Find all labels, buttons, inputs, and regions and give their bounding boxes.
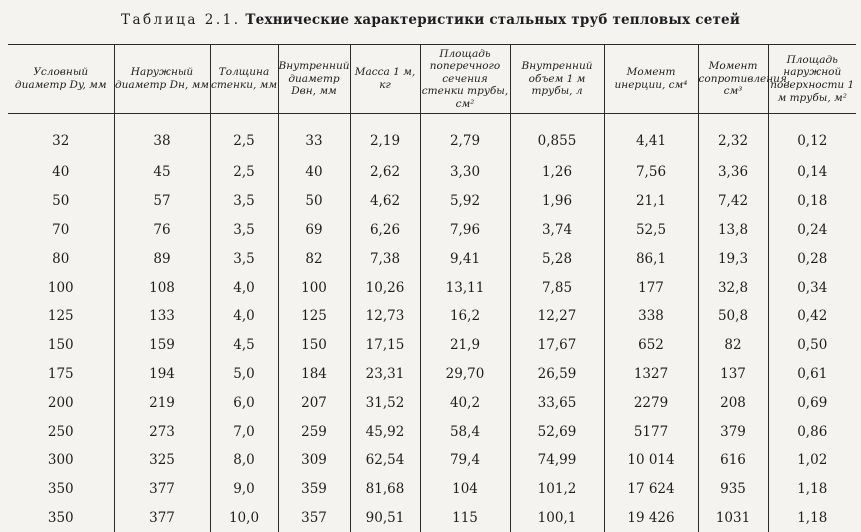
table-cell: 45,92 xyxy=(350,417,420,446)
table-cell: 4,0 xyxy=(210,273,278,302)
table-cell: 137 xyxy=(698,360,768,389)
table-row xyxy=(8,331,856,360)
table-cell: 7,0 xyxy=(210,417,278,446)
table-row xyxy=(8,158,856,187)
table-row xyxy=(8,417,856,446)
table-cell: 7,42 xyxy=(698,187,768,216)
table-cell: 62,54 xyxy=(350,446,420,475)
table-cell: 6,26 xyxy=(350,216,420,245)
table-cell: 0,61 xyxy=(768,360,856,389)
column-header: Момент инерции, см⁴ xyxy=(604,45,698,114)
table-cell: 13,11 xyxy=(420,273,510,302)
table-cell: 33 xyxy=(278,114,350,159)
table-cell: 350 xyxy=(8,504,114,532)
table-cell: 1,18 xyxy=(768,475,856,504)
table-cell: 108 xyxy=(114,273,210,302)
table-cell: 273 xyxy=(114,417,210,446)
table-cell: 377 xyxy=(114,475,210,504)
table-cell: 207 xyxy=(278,388,350,417)
table-row xyxy=(8,244,856,273)
table-cell: 325 xyxy=(114,446,210,475)
table-cell: 2,62 xyxy=(350,158,420,187)
table-cell: 100 xyxy=(8,273,114,302)
column-header: Внутренний объем 1 м трубы, л xyxy=(510,45,604,114)
table-cell: 81,68 xyxy=(350,475,420,504)
table-cell: 2,19 xyxy=(350,114,420,159)
table-cell: 10,0 xyxy=(210,504,278,532)
table-row xyxy=(8,504,856,532)
table-cell: 32 xyxy=(8,114,114,159)
table-row xyxy=(8,302,856,331)
column-header: Внутренний диаметр Dвн, мм xyxy=(278,45,350,114)
table-cell: 104 xyxy=(420,475,510,504)
column-header: Площадь поперечного сечения стенки трубы, см² xyxy=(420,45,510,114)
column-header: Толщина стенки, мм xyxy=(210,45,278,114)
table-cell: 0,28 xyxy=(768,244,856,273)
table-cell: 250 xyxy=(8,417,114,446)
table-cell: 19,3 xyxy=(698,244,768,273)
table-cell: 1031 xyxy=(698,504,768,532)
table-cell: 338 xyxy=(604,302,698,331)
table-cell: 177 xyxy=(604,273,698,302)
table-cell: 0,34 xyxy=(768,273,856,302)
table-cell: 40,2 xyxy=(420,388,510,417)
table-cell: 80 xyxy=(8,244,114,273)
table-cell: 133 xyxy=(114,302,210,331)
table-cell: 17,67 xyxy=(510,331,604,360)
table-cell: 10,26 xyxy=(350,273,420,302)
table-cell: 76 xyxy=(114,216,210,245)
column-header: Момент сопротивления, см³ xyxy=(698,45,768,114)
table-cell: 58,4 xyxy=(420,417,510,446)
table-cell: 1,26 xyxy=(510,158,604,187)
table-cell: 50 xyxy=(278,187,350,216)
table-row xyxy=(8,187,856,216)
table-cell: 101,2 xyxy=(510,475,604,504)
table-cell: 33,65 xyxy=(510,388,604,417)
table-cell: 31,52 xyxy=(350,388,420,417)
table-cell: 89 xyxy=(114,244,210,273)
table-cell: 2279 xyxy=(604,388,698,417)
table-cell: 0,50 xyxy=(768,331,856,360)
table-cell: 115 xyxy=(420,504,510,532)
table-cell: 86,1 xyxy=(604,244,698,273)
table-row xyxy=(8,446,856,475)
table-row xyxy=(8,388,856,417)
table-cell: 13,8 xyxy=(698,216,768,245)
table-cell: 935 xyxy=(698,475,768,504)
table-cell: 219 xyxy=(114,388,210,417)
table-cell: 184 xyxy=(278,360,350,389)
table-cell: 70 xyxy=(8,216,114,245)
table-cell: 379 xyxy=(698,417,768,446)
table-cell: 9,0 xyxy=(210,475,278,504)
table-cell: 69 xyxy=(278,216,350,245)
table-cell: 300 xyxy=(8,446,114,475)
table-cell: 45 xyxy=(114,158,210,187)
table-cell: 23,31 xyxy=(350,360,420,389)
table-title xyxy=(0,12,861,28)
table-cell: 175 xyxy=(8,360,114,389)
table-cell: 50,8 xyxy=(698,302,768,331)
table-cell: 5,92 xyxy=(420,187,510,216)
table-row xyxy=(8,216,856,245)
table-cell: 9,41 xyxy=(420,244,510,273)
table-cell: 19 426 xyxy=(604,504,698,532)
table-cell: 7,56 xyxy=(604,158,698,187)
table-cell: 1,96 xyxy=(510,187,604,216)
table-cell: 3,36 xyxy=(698,158,768,187)
table-cell: 7,38 xyxy=(350,244,420,273)
table-cell: 4,5 xyxy=(210,331,278,360)
table-cell: 17 624 xyxy=(604,475,698,504)
table-cell: 52,69 xyxy=(510,417,604,446)
table-cell: 4,41 xyxy=(604,114,698,159)
table-cell: 359 xyxy=(278,475,350,504)
table-cell: 0,24 xyxy=(768,216,856,245)
table-cell: 40 xyxy=(278,158,350,187)
column-header: Масса 1 м, кг xyxy=(350,45,420,114)
table-cell: 159 xyxy=(114,331,210,360)
pipe-specs-table xyxy=(8,44,856,532)
table-cell: 259 xyxy=(278,417,350,446)
table-cell: 0,14 xyxy=(768,158,856,187)
table-cell: 8,0 xyxy=(210,446,278,475)
table-row xyxy=(8,475,856,504)
table-cell: 21,1 xyxy=(604,187,698,216)
table-cell: 3,5 xyxy=(210,244,278,273)
table-cell: 125 xyxy=(8,302,114,331)
table-cell: 4,62 xyxy=(350,187,420,216)
table-cell: 3,5 xyxy=(210,216,278,245)
column-header: Условный диаметр Dy, мм xyxy=(8,45,114,114)
table-cell: 100,1 xyxy=(510,504,604,532)
table-header-row xyxy=(8,45,856,114)
table-cell: 5,0 xyxy=(210,360,278,389)
table-number: Таблица 2.1. xyxy=(121,12,241,28)
table-cell: 2,5 xyxy=(210,114,278,159)
table-cell: 1327 xyxy=(604,360,698,389)
table-cell: 26,59 xyxy=(510,360,604,389)
table-cell: 200 xyxy=(8,388,114,417)
table-cell: 12,27 xyxy=(510,302,604,331)
table-cell: 0,12 xyxy=(768,114,856,159)
table-cell: 125 xyxy=(278,302,350,331)
table-cell: 194 xyxy=(114,360,210,389)
table-cell: 12,73 xyxy=(350,302,420,331)
table-cell: 82 xyxy=(278,244,350,273)
table-row xyxy=(8,273,856,302)
table-cell: 2,32 xyxy=(698,114,768,159)
table-cell: 90,51 xyxy=(350,504,420,532)
table-cell: 652 xyxy=(604,331,698,360)
table-cell: 32,8 xyxy=(698,273,768,302)
table-cell: 357 xyxy=(278,504,350,532)
table-cell: 10 014 xyxy=(604,446,698,475)
table-cell: 57 xyxy=(114,187,210,216)
table-cell: 0,86 xyxy=(768,417,856,446)
table-cell: 1,18 xyxy=(768,504,856,532)
table-cell: 1,02 xyxy=(768,446,856,475)
table-cell: 377 xyxy=(114,504,210,532)
table-cell: 74,99 xyxy=(510,446,604,475)
table-cell: 5,28 xyxy=(510,244,604,273)
table-cell: 7,85 xyxy=(510,273,604,302)
table-cell: 0,855 xyxy=(510,114,604,159)
table-cell: 0,18 xyxy=(768,187,856,216)
table-cell: 616 xyxy=(698,446,768,475)
table-row xyxy=(8,114,856,159)
table-cell: 208 xyxy=(698,388,768,417)
table-cell: 0,42 xyxy=(768,302,856,331)
table-row xyxy=(8,360,856,389)
table-cell: 0,69 xyxy=(768,388,856,417)
table-cell: 3,74 xyxy=(510,216,604,245)
table-cell: 350 xyxy=(8,475,114,504)
table-cell: 2,5 xyxy=(210,158,278,187)
table-cell: 150 xyxy=(278,331,350,360)
table-cell: 16,2 xyxy=(420,302,510,331)
column-header: Площадь наружной поверхности 1 м трубы, м² xyxy=(768,45,856,114)
table-cell: 82 xyxy=(698,331,768,360)
table-cell: 309 xyxy=(278,446,350,475)
table-cell: 150 xyxy=(8,331,114,360)
table-cell: 52,5 xyxy=(604,216,698,245)
table-cell: 50 xyxy=(8,187,114,216)
table-cell: 7,96 xyxy=(420,216,510,245)
table-cell: 29,70 xyxy=(420,360,510,389)
table-cell: 5177 xyxy=(604,417,698,446)
table-cell: 40 xyxy=(8,158,114,187)
table-cell: 2,79 xyxy=(420,114,510,159)
table-cell: 3,30 xyxy=(420,158,510,187)
table-cell: 21,9 xyxy=(420,331,510,360)
table-cell: 17,15 xyxy=(350,331,420,360)
table-cell: 6,0 xyxy=(210,388,278,417)
table-body xyxy=(8,114,856,532)
table-cell: 100 xyxy=(278,273,350,302)
column-header: Наружный диаметр Dн, мм xyxy=(114,45,210,114)
table-caption: Технические характеристики стальных труб тепловых сетей xyxy=(245,12,740,28)
table-cell: 4,0 xyxy=(210,302,278,331)
table-cell: 3,5 xyxy=(210,187,278,216)
table-cell: 79,4 xyxy=(420,446,510,475)
table-cell: 38 xyxy=(114,114,210,159)
